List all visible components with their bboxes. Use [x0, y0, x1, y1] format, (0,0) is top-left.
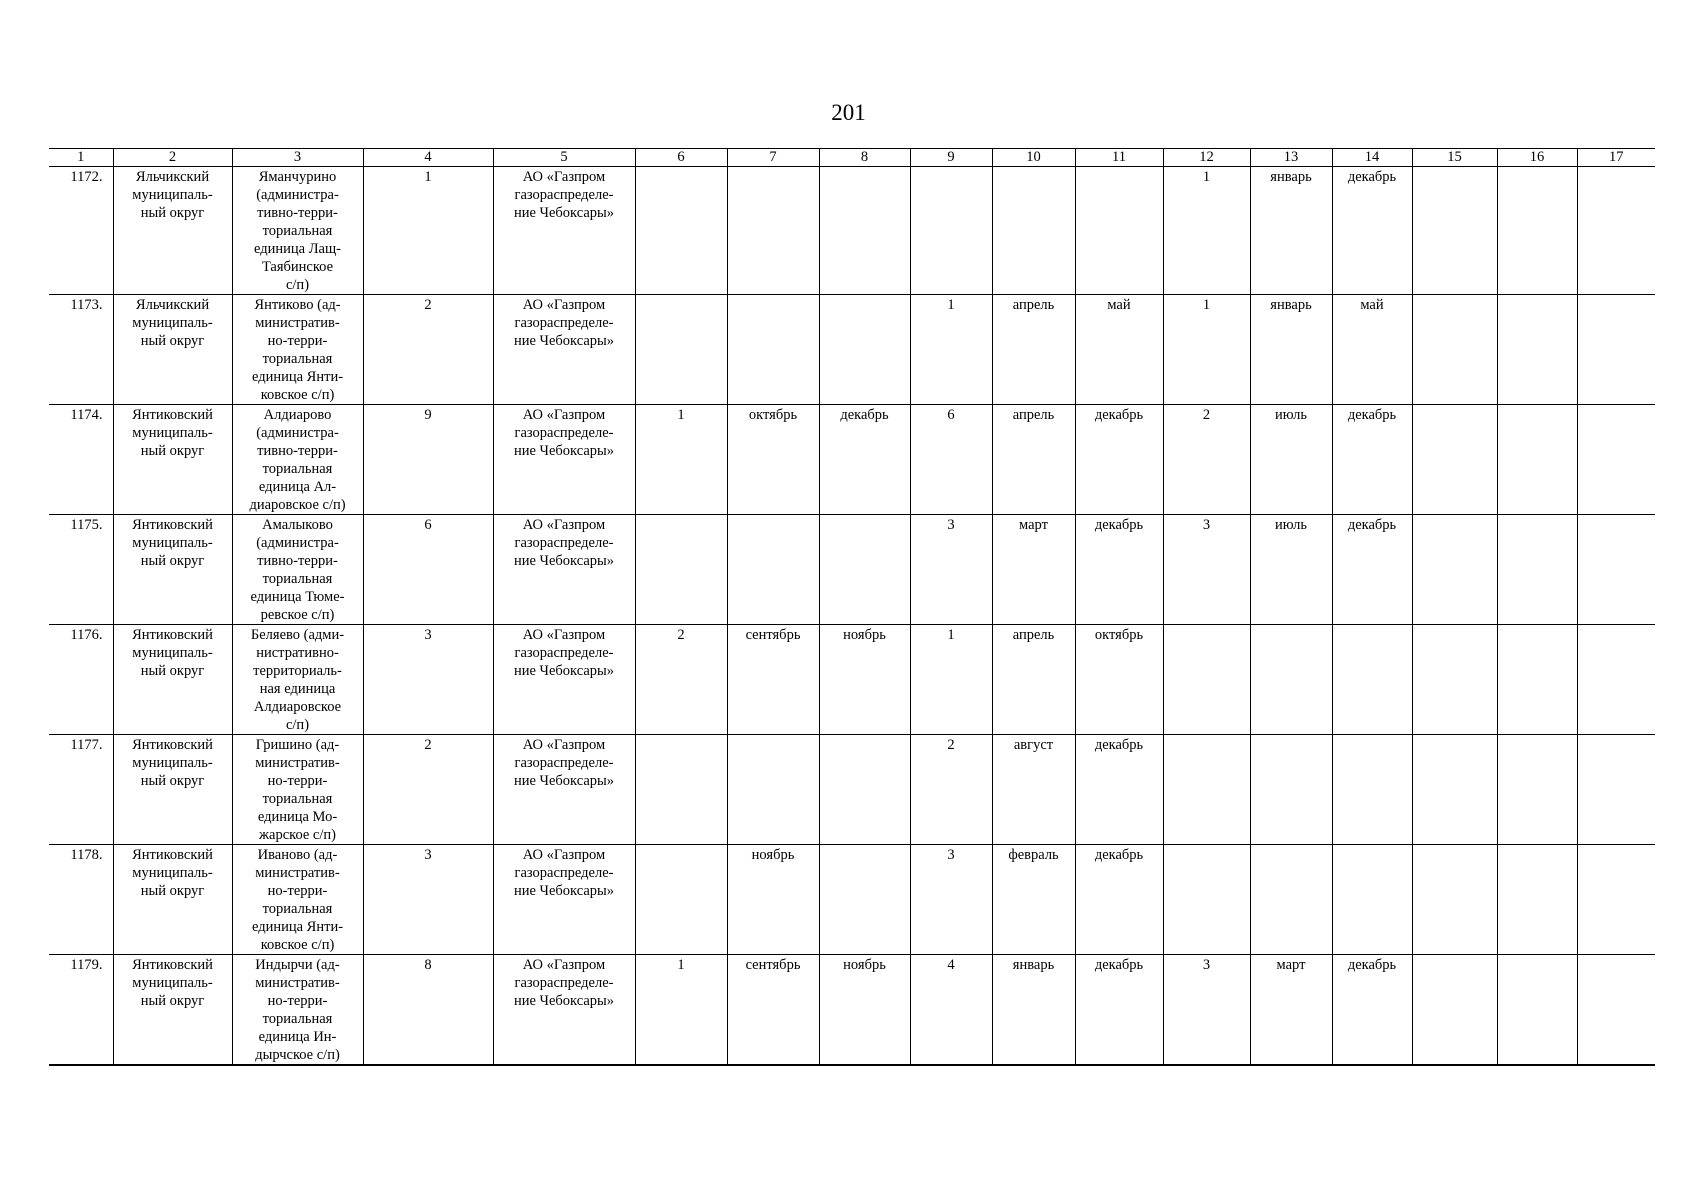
- col16-cell: [1497, 167, 1577, 295]
- row-number-text: 1178.: [70, 847, 103, 863]
- locality-cell: [232, 405, 363, 515]
- count-cell: [363, 405, 493, 515]
- col10-cell-text: февраль: [1008, 847, 1059, 863]
- col10-cell: [992, 405, 1075, 515]
- col14-cell-text: декабрь: [1347, 957, 1397, 973]
- col13-cell-text: июль: [1274, 517, 1308, 533]
- district-cell: [113, 167, 232, 295]
- locality-cell: [232, 845, 363, 955]
- col11-cell-text: октябрь: [1094, 627, 1144, 643]
- col7-cell: [727, 515, 819, 625]
- organization-cell-text: АО «Газпром газораспределе- ние Чебоксары»: [513, 737, 615, 789]
- column-header-3: 3: [232, 149, 363, 167]
- col13-cell: [1250, 295, 1332, 405]
- district-cell-text: Янтиковский муниципаль- ный округ: [132, 847, 213, 899]
- locality-cell: [232, 955, 363, 1066]
- column-header-16: 16: [1497, 149, 1577, 167]
- col15-cell: [1412, 845, 1497, 955]
- col13-cell-text: июль: [1274, 407, 1308, 423]
- col17-cell: [1577, 295, 1655, 405]
- organization-cell-text: АО «Газпром газораспределе- ние Чебоксары»: [513, 407, 615, 459]
- col14-cell: [1332, 405, 1412, 515]
- organization-cell-text: АО «Газпром газораспределе- ние Чебоксары»: [513, 847, 615, 899]
- col13-cell-text: январь: [1270, 297, 1312, 313]
- col9-cell-text: 1: [947, 297, 955, 313]
- col14-cell-text: декабрь: [1347, 517, 1397, 533]
- col6-cell: [635, 515, 727, 625]
- row-number-text: 1174.: [70, 407, 103, 423]
- column-header-8: 8: [819, 149, 910, 167]
- count-cell: [363, 515, 493, 625]
- col9-cell: [910, 955, 992, 1066]
- organization-cell: [493, 955, 635, 1066]
- row-number-text: 1172.: [70, 169, 103, 185]
- col8-cell: [819, 845, 910, 955]
- organization-cell: [493, 295, 635, 405]
- district-cell-text: Янтиковский муниципаль- ный округ: [132, 737, 213, 789]
- row-number-text: 1177.: [70, 737, 103, 753]
- col16-cell: [1497, 735, 1577, 845]
- col7-cell: [727, 735, 819, 845]
- col7-cell: [727, 955, 819, 1066]
- row-number: [49, 625, 113, 735]
- col13-cell: [1250, 167, 1332, 295]
- col8-cell: [819, 515, 910, 625]
- col9-cell-text: 4: [947, 957, 955, 973]
- organization-cell-text: АО «Газпром газораспределе- ние Чебоксары»: [513, 627, 615, 679]
- organization-cell-text: АО «Газпром газораспределе- ние Чебоксары»: [513, 297, 615, 349]
- col8-cell: [819, 735, 910, 845]
- col12-cell: [1163, 625, 1250, 735]
- district-cell-text: Янтиковский муниципаль- ный округ: [132, 517, 213, 569]
- col15-cell: [1412, 515, 1497, 625]
- gasification-schedule-table: [49, 148, 1655, 1066]
- count-cell-text: 2: [424, 297, 432, 313]
- row-number: [49, 167, 113, 295]
- col9-cell: [910, 167, 992, 295]
- count-cell: [363, 955, 493, 1066]
- column-header-10: 10: [992, 149, 1075, 167]
- col8-cell-text: декабрь: [840, 407, 889, 423]
- locality-cell: [232, 167, 363, 295]
- district-cell: [113, 515, 232, 625]
- locality-cell: [232, 295, 363, 405]
- col7-cell: [727, 625, 819, 735]
- col10-cell: [992, 515, 1075, 625]
- col6-cell: [635, 167, 727, 295]
- col17-cell: [1577, 845, 1655, 955]
- col10-cell-text: март: [1019, 517, 1048, 533]
- table-body: [49, 167, 1655, 1066]
- district-cell-text: Янтиковский муниципаль- ный округ: [132, 627, 213, 679]
- col9-cell: [910, 735, 992, 845]
- col11-cell-text: декабрь: [1094, 737, 1144, 753]
- district-cell: [113, 735, 232, 845]
- locality-cell-text: Амалыково (администра- тивно-терри- ториальная единица Тюме- ревское с/п): [250, 517, 345, 623]
- col15-cell: [1412, 735, 1497, 845]
- col14-cell: [1332, 955, 1412, 1066]
- column-header-1: 1: [49, 149, 113, 167]
- col8-cell-text: ноябрь: [843, 957, 886, 973]
- col11-cell-text: декабрь: [1094, 957, 1144, 973]
- locality-cell: [232, 515, 363, 625]
- col17-cell: [1577, 955, 1655, 1066]
- district-cell-text: Янтиковский муниципаль- ный округ: [132, 957, 213, 1009]
- col15-cell: [1412, 625, 1497, 735]
- district-cell-text: Яльчикский муниципаль- ный округ: [132, 169, 213, 221]
- col8-cell: [819, 167, 910, 295]
- column-header-15: 15: [1412, 149, 1497, 167]
- col13-cell: [1250, 955, 1332, 1066]
- col14-cell: [1332, 625, 1412, 735]
- count-cell-text: 8: [424, 957, 432, 973]
- col12-cell: [1163, 405, 1250, 515]
- row-number-text: 1175.: [70, 517, 103, 533]
- col7-cell-text: октябрь: [748, 407, 798, 423]
- table-row: [49, 405, 1655, 515]
- column-number-header-row: [49, 149, 1655, 167]
- count-cell: [363, 845, 493, 955]
- col11-cell: [1075, 845, 1163, 955]
- organization-cell: [493, 167, 635, 295]
- locality-cell-text: Индырчи (ад- министратив- но-терри- ториальная единица Ин- дырчское с/п): [255, 957, 340, 1063]
- col6-cell-text: 2: [677, 627, 685, 643]
- col7-cell: [727, 295, 819, 405]
- col15-cell: [1412, 405, 1497, 515]
- col12-cell: [1163, 845, 1250, 955]
- col9-cell: [910, 625, 992, 735]
- column-header-12: 12: [1163, 149, 1250, 167]
- column-header-4: 4: [363, 149, 493, 167]
- col6-cell: [635, 735, 727, 845]
- count-cell: [363, 167, 493, 295]
- count-cell: [363, 625, 493, 735]
- col12-cell: [1163, 295, 1250, 405]
- col11-cell-text: декабрь: [1094, 517, 1144, 533]
- col8-cell-text: ноябрь: [843, 627, 886, 643]
- col8-cell: [819, 625, 910, 735]
- organization-cell: [493, 845, 635, 955]
- col7-cell-text: ноябрь: [751, 847, 795, 863]
- col9-cell: [910, 845, 992, 955]
- count-cell-text: 2: [424, 737, 432, 753]
- count-cell-text: 3: [424, 847, 432, 863]
- locality-cell-text: Беляево (адми- нистративно- территориаль- ная единица Алдиаровское с/п): [250, 627, 345, 733]
- col9-cell-text: 2: [947, 737, 955, 753]
- col12-cell: [1163, 167, 1250, 295]
- organization-cell: [493, 735, 635, 845]
- col12-cell-text: 3: [1202, 957, 1211, 973]
- col8-cell: [819, 295, 910, 405]
- column-header-7: 7: [727, 149, 819, 167]
- col10-cell-text: август: [1013, 737, 1054, 753]
- col11-cell: [1075, 955, 1163, 1066]
- col12-cell-text: 1: [1202, 297, 1211, 313]
- organization-cell-text: АО «Газпром газораспределе- ние Чебоксары»: [513, 957, 615, 1009]
- row-number: [49, 735, 113, 845]
- locality-cell-text: Янтиково (ад- министратив- но-терри- ториальная единица Янти- ковское с/п): [251, 297, 344, 403]
- col10-cell: [992, 735, 1075, 845]
- row-number: [49, 295, 113, 405]
- col12-cell-text: 3: [1202, 517, 1211, 533]
- col14-cell: [1332, 845, 1412, 955]
- row-number-text: 1179.: [70, 957, 103, 973]
- column-header-14: 14: [1332, 149, 1412, 167]
- col11-cell: [1075, 625, 1163, 735]
- count-cell-text: 6: [424, 517, 432, 533]
- col14-cell-text: декабрь: [1347, 169, 1397, 185]
- col13-cell: [1250, 625, 1332, 735]
- col13-cell: [1250, 515, 1332, 625]
- col16-cell: [1497, 295, 1577, 405]
- col6-cell: [635, 405, 727, 515]
- col13-cell: [1250, 735, 1332, 845]
- col7-cell-text: сентябрь: [745, 957, 801, 973]
- column-header-13: 13: [1250, 149, 1332, 167]
- col9-cell: [910, 405, 992, 515]
- col11-cell: [1075, 167, 1163, 295]
- col11-cell: [1075, 405, 1163, 515]
- locality-cell-text: Яманчурино (администра- тивно-терри- ториальная единица Лащ- Таябинское с/п): [254, 169, 341, 293]
- col10-cell-text: январь: [1012, 957, 1055, 973]
- table-row: [49, 167, 1655, 295]
- col14-cell: [1332, 735, 1412, 845]
- district-cell: [113, 625, 232, 735]
- locality-cell: [232, 625, 363, 735]
- col6-cell: [635, 955, 727, 1066]
- col10-cell: [992, 295, 1075, 405]
- col6-cell: [635, 625, 727, 735]
- col10-cell-text: апрель: [1012, 627, 1055, 643]
- col6-cell-text: 1: [677, 957, 685, 973]
- column-header-5: 5: [493, 149, 635, 167]
- col12-cell: [1163, 515, 1250, 625]
- col6-cell: [635, 845, 727, 955]
- count-cell-text: 3: [424, 627, 432, 643]
- organization-cell-text: АО «Газпром газораспределе- ние Чебоксары»: [513, 517, 615, 569]
- locality-cell: [232, 735, 363, 845]
- col7-cell: [727, 167, 819, 295]
- col17-cell: [1577, 405, 1655, 515]
- count-cell: [363, 735, 493, 845]
- col14-cell: [1332, 515, 1412, 625]
- col8-cell: [819, 405, 910, 515]
- row-number: [49, 955, 113, 1066]
- col16-cell: [1497, 625, 1577, 735]
- col11-cell: [1075, 515, 1163, 625]
- col12-cell-text: 1: [1202, 169, 1211, 185]
- col10-cell: [992, 625, 1075, 735]
- col12-cell: [1163, 735, 1250, 845]
- col9-cell-text: 6: [947, 407, 955, 423]
- col7-cell: [727, 405, 819, 515]
- district-cell-text: Янтиковский муниципаль- ный округ: [132, 407, 213, 459]
- col11-cell: [1075, 735, 1163, 845]
- col15-cell: [1412, 955, 1497, 1066]
- col6-cell: [635, 295, 727, 405]
- col17-cell: [1577, 735, 1655, 845]
- col10-cell-text: апрель: [1012, 407, 1055, 423]
- organization-cell: [493, 405, 635, 515]
- table-row: [49, 955, 1655, 1066]
- col9-cell: [910, 295, 992, 405]
- count-cell-text: 1: [424, 169, 432, 185]
- col10-cell: [992, 955, 1075, 1066]
- col9-cell-text: 3: [947, 847, 955, 863]
- table-row: [49, 295, 1655, 405]
- district-cell: [113, 295, 232, 405]
- count-cell-text: 9: [424, 407, 432, 423]
- page-number: 201: [831, 100, 866, 125]
- col9-cell-text: 3: [947, 517, 955, 533]
- col10-cell-text: апрель: [1012, 297, 1055, 313]
- district-cell: [113, 955, 232, 1066]
- col7-cell: [727, 845, 819, 955]
- row-number: [49, 845, 113, 955]
- col14-cell: [1332, 295, 1412, 405]
- organization-cell-text: АО «Газпром газораспределе- ние Чебоксары»: [513, 169, 615, 221]
- col6-cell-text: 1: [677, 407, 685, 423]
- district-cell: [113, 405, 232, 515]
- col17-cell: [1577, 167, 1655, 295]
- col13-cell: [1250, 845, 1332, 955]
- district-cell-text: Яльчикский муниципаль- ный округ: [132, 297, 213, 349]
- col14-cell-text: май: [1360, 297, 1384, 313]
- col16-cell: [1497, 405, 1577, 515]
- col9-cell-text: 1: [947, 627, 955, 643]
- count-cell: [363, 295, 493, 405]
- col12-cell-text: 2: [1202, 407, 1211, 423]
- col9-cell: [910, 515, 992, 625]
- locality-cell-text: Гришино (ад- министратив- но-терри- ториальная единица Мо- жарское с/п): [255, 737, 340, 843]
- column-header-17: 17: [1577, 149, 1655, 167]
- col17-cell: [1577, 625, 1655, 735]
- table-row: [49, 845, 1655, 955]
- table-row: [49, 625, 1655, 735]
- col13-cell-text: январь: [1270, 169, 1312, 185]
- organization-cell: [493, 515, 635, 625]
- column-header-6: 6: [635, 149, 727, 167]
- col11-cell-text: декабрь: [1094, 407, 1144, 423]
- table-row: [49, 515, 1655, 625]
- organization-cell: [493, 625, 635, 735]
- col7-cell-text: сентябрь: [745, 627, 801, 643]
- col10-cell: [992, 845, 1075, 955]
- col16-cell: [1497, 955, 1577, 1066]
- table-row: [49, 735, 1655, 845]
- col15-cell: [1412, 295, 1497, 405]
- col15-cell: [1412, 167, 1497, 295]
- locality-cell-text: Иваново (ад- министратив- но-терри- ториальная единица Янти- ковское с/п): [251, 847, 344, 953]
- col12-cell: [1163, 955, 1250, 1066]
- column-header-9: 9: [910, 149, 992, 167]
- col13-cell: [1250, 405, 1332, 515]
- district-cell: [113, 845, 232, 955]
- col10-cell: [992, 167, 1075, 295]
- col11-cell: [1075, 295, 1163, 405]
- col17-cell: [1577, 515, 1655, 625]
- column-header-11: 11: [1075, 149, 1163, 167]
- row-number-text: 1176.: [70, 627, 103, 643]
- col8-cell: [819, 955, 910, 1066]
- col11-cell-text: декабрь: [1094, 847, 1144, 863]
- col16-cell: [1497, 515, 1577, 625]
- column-header-2: 2: [113, 149, 232, 167]
- col16-cell: [1497, 845, 1577, 955]
- col11-cell-text: май: [1107, 297, 1131, 313]
- row-number: [49, 405, 113, 515]
- col14-cell: [1332, 167, 1412, 295]
- row-number: [49, 515, 113, 625]
- col14-cell-text: декабрь: [1347, 407, 1397, 423]
- locality-cell-text: Алдиарово (администра- тивно-терри- ториальная единица Ал- диаровское с/п): [249, 407, 346, 513]
- col13-cell-text: март: [1276, 957, 1306, 973]
- row-number-text: 1173.: [70, 297, 103, 313]
